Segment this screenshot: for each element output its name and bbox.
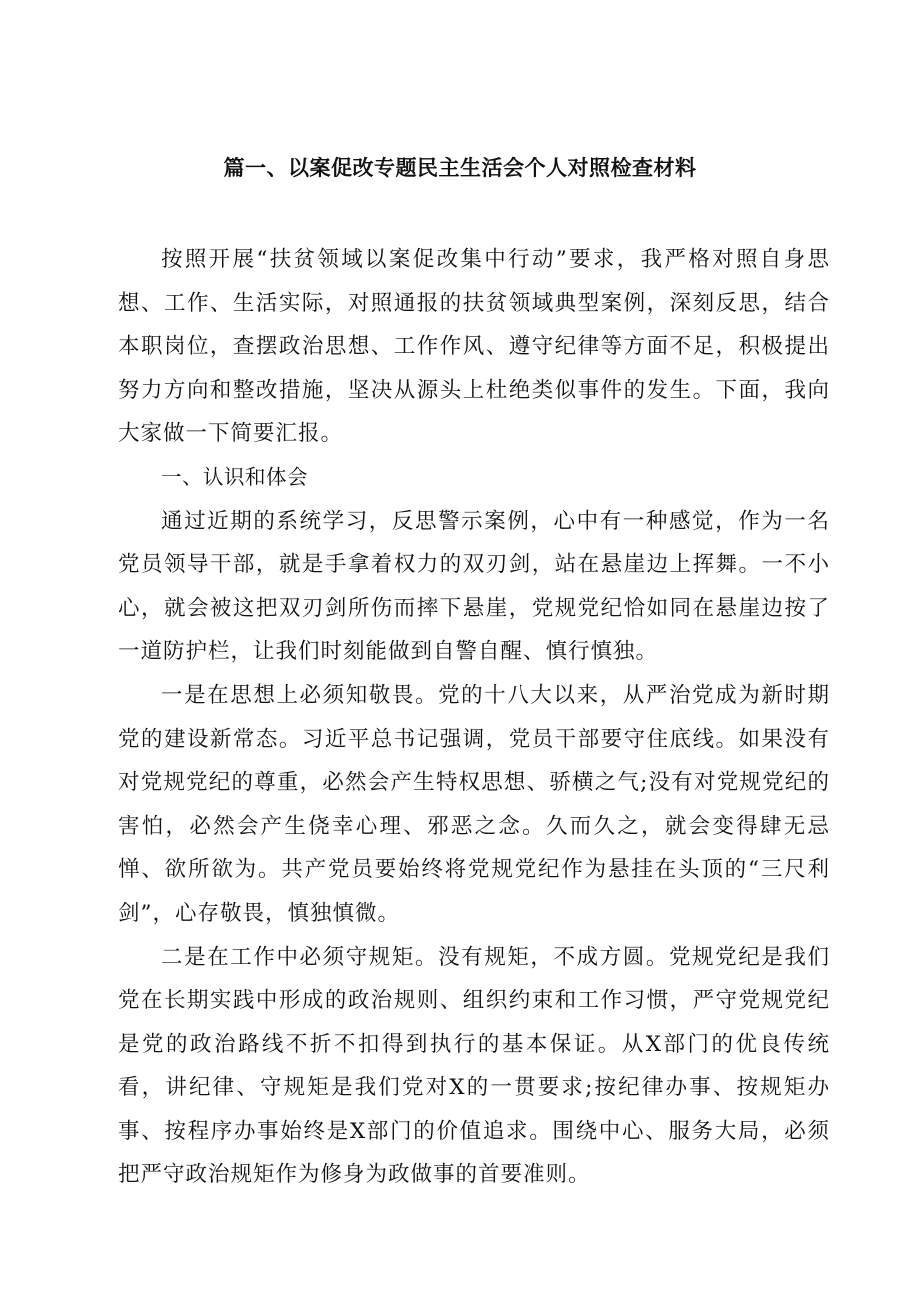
section1-paragraph-3: 二是在工作中必须守规矩。没有规矩，不成方圆。党规党纪是我们党在长期实践中形成的政治规则、组织约束和工作习惯，严守党规党纪是党的政治路线不折不扣得到执行的基本保证。从X部门的优良传统看，讲纪律、守规矩是我们党对X的一贯要求;按纪律办事、按规矩办事、按程序办事始终是X部门的价值追求。围绕中心、服务大局，必须把严守政治规矩作为修身为政做事的首要准则。	[118, 944, 830, 1188]
intro-paragraph: 按照开展“扶贫领域以案促改集中行动”要求，我严格对照自身思想、工作、生活实际，对照通报的扶贫领域典型案例，深刻反思，结合本职岗位，查摆政治思想、工作作风、遵守纪律等方面不足，积极提出努力方向和整改措施，坚决从源头上杜绝类似事件的发生。下面，我向大家做一下简要汇报。	[118, 247, 830, 447]
section1-paragraph-2: 一是在思想上必须知敬畏。党的十八大以来，从严治党成为新时期党的建设新常态。习近平总书记强调，党员干部要守住底线。如果没有对党规党纪的尊重，必然会产生特权思想、骄横之气;没有对党规党纪的害怕，必然会产生侥幸心理、邪恶之念。久而久之，就会变得肆无忌惮、欲所欲为。共产党员要始终将党规党纪作为悬挂在头顶的“三尺利剑”，心存敬畏，慎独慎微。	[118, 682, 830, 926]
document-title: 篇一、以案促改专题民主生活会个人对照检查材料	[223, 156, 697, 180]
section1-paragraph-1: 通过近期的系统学习，反思警示案例，心中有一种感觉，作为一名党员领导干部，就是手拿着权力的双刃剑，站在悬崖边上挥舞。一不小心，就会被这把双刃剑所伤而摔下悬崖，党规党纪恰如同在悬崖边按了一道防护栏，让我们时刻能做到自警自醒、慎行慎独。	[118, 508, 830, 665]
document-body	[118, 238, 830, 1197]
section-heading-understanding: 一、认识和体会	[161, 464, 309, 489]
